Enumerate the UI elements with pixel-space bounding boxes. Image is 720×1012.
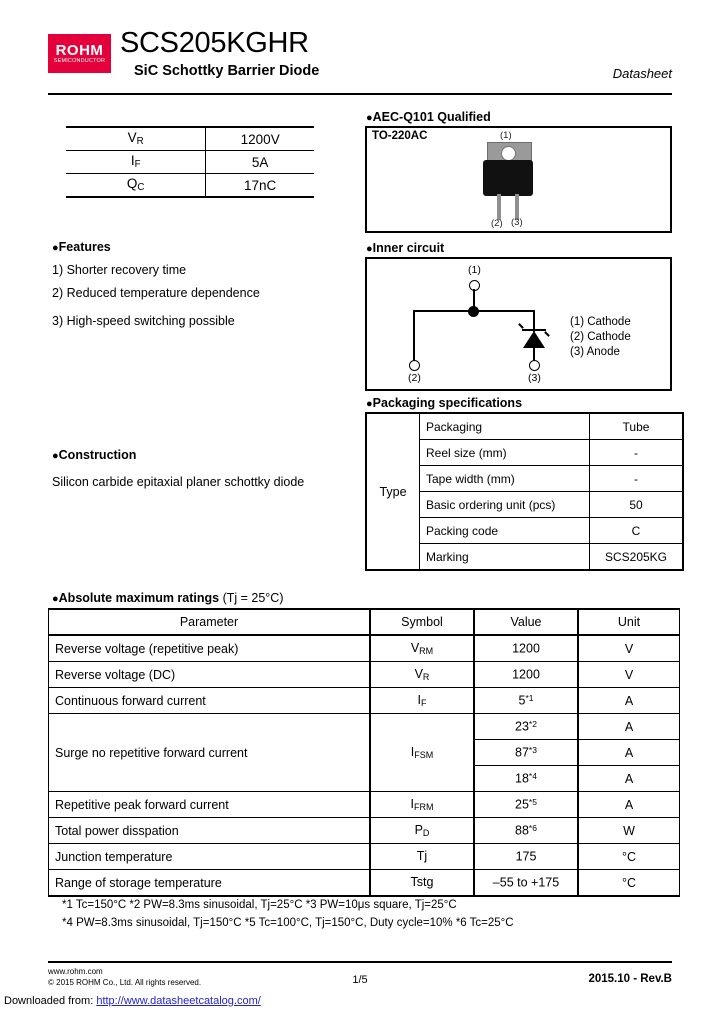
spec-symbol-cell <box>66 174 206 198</box>
page-header <box>48 26 672 88</box>
amr-symbol <box>370 662 474 688</box>
package-body <box>483 160 533 196</box>
packaging-row-value: SCS205KG <box>590 544 684 571</box>
diode-symbol-triangle <box>523 331 545 348</box>
bullet-icon: ● <box>366 398 373 410</box>
bullet-icon: ● <box>52 450 59 462</box>
absolute-max-ratings-table <box>48 608 680 897</box>
table-row <box>49 818 680 844</box>
table-header-row <box>49 609 680 635</box>
amr-value <box>474 714 578 740</box>
key-specs-table <box>66 126 314 198</box>
table-row <box>66 127 314 151</box>
diode-cathode-bar <box>522 329 546 331</box>
packaging-row-name: Tape width (mm) <box>420 466 590 492</box>
features-heading-text: Features <box>58 240 111 254</box>
page-title: SCS205KGHR <box>120 27 309 59</box>
packaging-row-name: Packaging <box>420 413 590 440</box>
rohm-logo-wordmark: ROHM <box>55 42 104 59</box>
spec-symbol-sub: C <box>137 182 145 194</box>
amr-symbol <box>370 818 474 844</box>
packaging-specs-heading-text: Packaging specifications <box>372 396 523 410</box>
package-drawing-box <box>365 126 672 233</box>
packaging-row-value: - <box>590 440 684 466</box>
package-lead-2 <box>497 194 501 220</box>
amr-value-text: 1200 <box>512 667 540 682</box>
spec-symbol-sub: F <box>134 159 141 171</box>
amr-value-footnote: *1 <box>525 693 534 704</box>
feature-item-3: 3) High-speed switching possible <box>52 314 235 328</box>
table-row <box>366 413 683 440</box>
amr-symbol-base: P <box>414 823 423 838</box>
inner-circuit-box <box>365 257 672 391</box>
table-row <box>49 844 680 870</box>
spec-symbol-base: I <box>130 153 135 169</box>
packaging-specs-heading <box>366 396 522 412</box>
inner-circuit-heading <box>366 241 444 257</box>
header-divider <box>48 93 672 95</box>
amr-col-parameter: Parameter <box>49 609 371 635</box>
aec-qualified-text: AEC-Q101 Qualified <box>372 110 491 124</box>
circuit-pin-1-label: (1) <box>468 264 481 276</box>
ratings-footnotes <box>62 896 514 932</box>
amr-symbol-base: I <box>417 693 421 708</box>
circuit-terminal-2 <box>409 360 420 371</box>
page-subtitle: SiC Schottky Barrier Diode <box>134 63 320 79</box>
rohm-logo <box>48 34 111 73</box>
footer-page-number: 1/5 <box>352 974 368 986</box>
absolute-max-ratings-wrapper <box>48 608 672 897</box>
amr-value-text: 18 <box>515 771 529 786</box>
footnote-line-2: *4 PW=8.3ms sinusoidal, Tj=150°C *5 Tc=100°C, Tj=150°C, Duty cycle=10% *6 Tc=25°C <box>62 917 514 929</box>
spec-symbol-cell <box>66 127 206 151</box>
amr-value-text: 25 <box>515 797 529 812</box>
amr-parameter: Surge no repetitive forward current <box>49 714 371 792</box>
footer-copyright: © 2015 ROHM Co., Ltd. All rights reserved. <box>48 978 202 987</box>
amr-unit: °C <box>578 870 680 897</box>
spec-value-cell: 5A <box>206 151 314 174</box>
packaging-row-name: Marking <box>420 544 590 571</box>
spec-symbol-base: V <box>127 130 137 146</box>
spec-symbol-base: Q <box>126 176 138 192</box>
amr-unit: A <box>578 714 680 740</box>
circuit-legend-3: (3) Anode <box>570 346 620 358</box>
amr-symbol-sub: F <box>420 697 427 708</box>
packaging-row-name: Basic ordering unit (pcs) <box>420 492 590 518</box>
amr-value <box>474 766 578 792</box>
schottky-bar-left <box>518 323 524 329</box>
amr-symbol <box>370 688 474 714</box>
amr-unit: A <box>578 792 680 818</box>
amr-value-footnote: *6 <box>528 823 537 834</box>
amr-parameter: Reverse voltage (repetitive peak) <box>49 635 371 662</box>
amr-unit: V <box>578 662 680 688</box>
circuit-legend-1: (1) Cathode <box>570 316 631 328</box>
table-row <box>49 714 680 740</box>
amr-value-text: 88 <box>515 823 529 838</box>
amr-value <box>474 662 578 688</box>
amr-value-text: 175 <box>515 849 537 864</box>
table-row <box>49 688 680 714</box>
amr-parameter: Continuous forward current <box>49 688 371 714</box>
download-source-prefix: Downloaded from: <box>4 995 97 1007</box>
amr-symbol-sub: FSM <box>414 749 434 760</box>
amr-symbol <box>370 844 474 870</box>
amr-symbol-base: I <box>410 745 415 760</box>
circuit-pin-2-label: (2) <box>408 372 421 384</box>
package-pin-1-label: (1) <box>500 130 512 141</box>
amr-symbol-sub: D <box>422 827 430 838</box>
bullet-icon: ● <box>52 242 59 254</box>
circuit-legend-2: (2) Cathode <box>570 331 631 343</box>
spec-value-cell: 17nC <box>206 174 314 198</box>
package-mounting-hole <box>501 146 516 161</box>
amr-symbol-sub: R <box>422 671 430 682</box>
amr-unit: A <box>578 766 680 792</box>
amr-unit: °C <box>578 844 680 870</box>
packaging-row-value: C <box>590 518 684 544</box>
amr-parameter: Total power disspation <box>49 818 371 844</box>
spec-symbol-sub: R <box>136 136 144 148</box>
amr-unit: A <box>578 740 680 766</box>
amr-symbol <box>370 714 474 792</box>
amr-value-text: 87 <box>515 745 529 760</box>
footer-revision: 2015.10 - Rev.B <box>588 973 672 985</box>
feature-item-1: 1) Shorter recovery time <box>52 263 187 277</box>
amr-value-text: 1200 <box>512 641 540 656</box>
table-row <box>49 792 680 818</box>
table-row <box>49 635 680 662</box>
table-row <box>49 662 680 688</box>
amr-symbol <box>370 792 474 818</box>
amr-heading-bold: Absolute maximum ratings <box>58 591 220 605</box>
amr-parameter: Reverse voltage (DC) <box>49 662 371 688</box>
amr-value-footnote: *3 <box>528 745 537 756</box>
amr-value <box>474 818 578 844</box>
feature-item-2: 2) Reduced temperature dependence <box>52 286 260 300</box>
construction-heading <box>52 448 136 464</box>
circuit-junction-node <box>468 306 479 317</box>
amr-value <box>474 870 578 897</box>
amr-value <box>474 635 578 662</box>
table-row <box>66 151 314 174</box>
packaging-row-name: Packing code <box>420 518 590 544</box>
amr-value-text: 23 <box>515 719 529 734</box>
amr-symbol <box>370 635 474 662</box>
amr-symbol-base: V <box>410 641 420 656</box>
download-source-link[interactable]: http://www.datasheetcatalog.com/ <box>96 995 261 1007</box>
packaging-row-value: - <box>590 466 684 492</box>
amr-value-footnote: *5 <box>528 797 537 808</box>
schottky-bar-right <box>544 331 550 337</box>
package-pin-2-label: (2) <box>491 218 503 229</box>
amr-symbol-sub: RM <box>419 645 434 656</box>
document-type-label: Datasheet <box>612 66 672 81</box>
footer-divider <box>48 961 672 963</box>
table-row <box>66 174 314 198</box>
footnote-line-1: *1 Tc=150°C *2 PW=8.3ms sinusoidal, Tj=25°C *3 PW=10μs square, Tj=25°C <box>62 899 457 911</box>
amr-heading-condition: (Tj = 25°C) <box>219 591 284 605</box>
construction-heading-text: Construction <box>58 448 137 462</box>
circuit-terminal-3 <box>529 360 540 371</box>
circuit-wire-left <box>413 310 415 362</box>
spec-value-cell: 1200V <box>206 127 314 151</box>
packaging-row-name: Reel size (mm) <box>420 440 590 466</box>
package-pin-3-label: (3) <box>511 217 523 228</box>
amr-symbol-base: I <box>410 797 414 812</box>
amr-unit: A <box>578 688 680 714</box>
inner-circuit-heading-text: Inner circuit <box>372 241 445 255</box>
absolute-max-ratings-heading <box>52 591 284 607</box>
amr-parameter: Junction temperature <box>49 844 371 870</box>
spec-symbol-cell <box>66 151 206 174</box>
amr-col-symbol: Symbol <box>370 609 474 635</box>
amr-value-footnote: *2 <box>528 719 537 730</box>
rohm-logo-tagline: SEMICONDUCTOR <box>53 58 106 64</box>
amr-value-text: 5 <box>518 693 526 708</box>
amr-symbol-base: Tj <box>416 849 428 864</box>
packaging-specs-table <box>365 412 684 571</box>
packaging-row-value: Tube <box>590 413 684 440</box>
circuit-pin-3-label: (3) <box>528 372 541 384</box>
amr-unit: W <box>578 818 680 844</box>
amr-unit: V <box>578 635 680 662</box>
amr-value-text: –55 to +175 <box>492 875 560 890</box>
amr-col-unit: Unit <box>578 609 680 635</box>
construction-text: Silicon carbide epitaxial planer schottky diode <box>52 475 305 489</box>
amr-value <box>474 740 578 766</box>
packaging-type-label: Type <box>366 413 420 570</box>
amr-parameter: Repetitive peak forward current <box>49 792 371 818</box>
bullet-icon: ● <box>366 112 373 124</box>
bullet-icon: ● <box>52 593 59 605</box>
aec-qualified-heading <box>366 110 491 126</box>
download-source-line <box>4 994 261 1008</box>
features-heading <box>52 240 111 256</box>
amr-value <box>474 844 578 870</box>
amr-value <box>474 688 578 714</box>
package-name-label: TO-220AC <box>372 130 428 142</box>
amr-symbol-base: V <box>414 667 423 682</box>
table-row <box>49 870 680 897</box>
amr-col-value: Value <box>474 609 578 635</box>
amr-value-footnote: *4 <box>528 771 537 782</box>
amr-value <box>474 792 578 818</box>
bullet-icon: ● <box>366 243 373 255</box>
amr-symbol-base: Tstg <box>410 875 434 890</box>
footer-website: www.rohm.com <box>48 967 103 976</box>
amr-symbol <box>370 870 474 897</box>
packaging-row-value: 50 <box>590 492 684 518</box>
amr-symbol-sub: FRM <box>413 801 434 812</box>
amr-parameter: Range of storage temperature <box>49 870 371 897</box>
